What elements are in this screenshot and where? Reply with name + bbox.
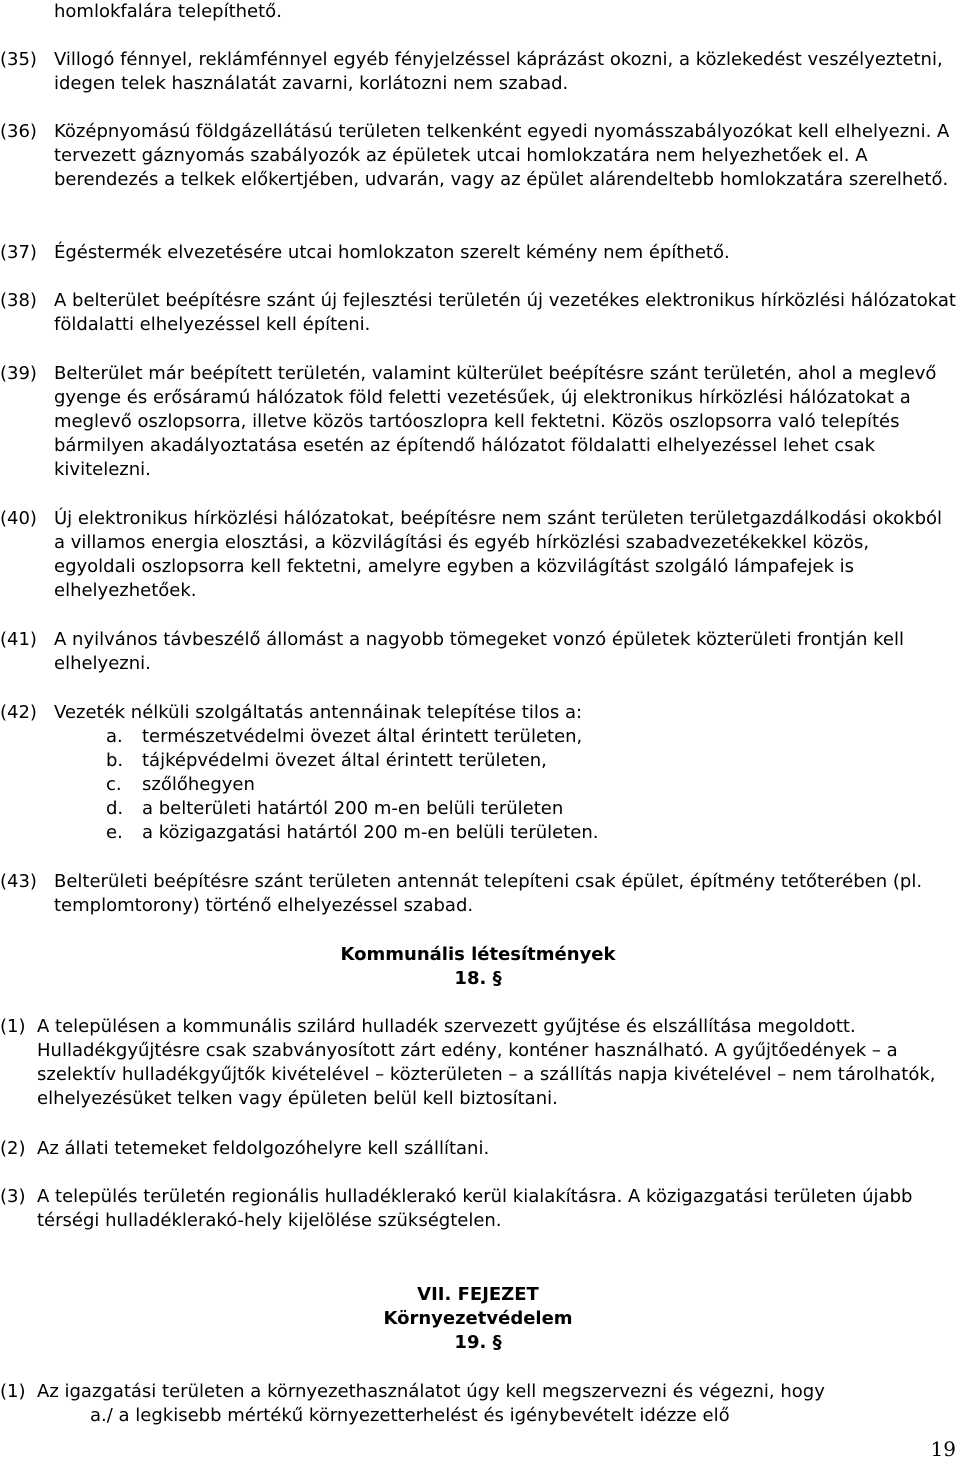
paragraph-number: (39): [0, 363, 37, 384]
paragraph-40: [0, 507, 956, 603]
paragraph-number: (42): [0, 702, 37, 723]
paragraph-18-2: [0, 1137, 956, 1161]
paragraph-text: Új elektronikus hírközlési hálózatokat, beépítésre nem szánt területen területgazdálkodási okokból a villamos energia elosztási, a közvilágítási és egyéb hírközlési szabadvezetékekkel közös, egyoldali oszlopsorra kell fektetni, amelyre egyben a közvilágítást szolgáló lámpafejek is elhelyezhetőek.: [54, 508, 943, 601]
section-title: Kommunális létesítmények: [340, 944, 616, 965]
list-item: [106, 749, 599, 773]
paragraph-text: A belterület beépítésre szánt új fejlesztési területén új vezetékes elektronikus hírközlési hálózatokat földalatti elhelyezéssel kell építeni.: [54, 290, 956, 335]
list-item: [106, 821, 599, 845]
list-item-text: szőlőhegyen: [142, 774, 255, 795]
paragraph-18-3: [0, 1185, 956, 1233]
paragraph-number: (41): [0, 629, 37, 650]
paragraph-39: [0, 362, 956, 482]
paragraph-38: [0, 289, 956, 337]
list-item-text: tájképvédelmi övezet által érintett területen,: [142, 750, 547, 771]
section-number: 19. §: [454, 1332, 502, 1353]
paragraph-number: (1): [0, 1016, 26, 1037]
page-number: 19: [930, 1437, 956, 1461]
list-item-label: c.: [106, 774, 122, 795]
paragraph-number: (1): [0, 1381, 26, 1402]
section-number: 18. §: [454, 968, 502, 989]
paragraph-number: (37): [0, 242, 37, 263]
paragraph-text: Vezeték nélküli szolgáltatás antennáinak telepítése tilos a:: [54, 702, 583, 723]
list-item-label: b.: [106, 750, 124, 771]
paragraph-number: (35): [0, 49, 37, 70]
paragraph-43: [0, 870, 956, 918]
paragraph-35: [0, 48, 956, 96]
paragraph-41: [0, 628, 956, 676]
list-item-label: d.: [106, 798, 124, 819]
paragraph-text: A nyilvános távbeszélő állomást a nagyobb tömegeket vonzó épületek közterületi frontján kell elhelyezni.: [54, 629, 905, 674]
paragraph-number: (36): [0, 121, 37, 142]
paragraph-text: Középnyomású földgázellátású területen telkenként egyedi nyomásszabályozókat kell elhelyezni. A tervezett gáznyomás szabályozók az épületek utcai homlokzatára nem helyezhetőek el. A berendezés a telkek előkertjében, udvarán, vagy az épület alárendeltebb homlokzatára szerelhető.: [54, 121, 950, 190]
paragraph-number: (43): [0, 871, 37, 892]
list-item-text: a közigazgatási határtól 200 m-en belüli területen.: [142, 822, 599, 843]
list-item-label: a.: [106, 726, 123, 747]
list-item: [106, 773, 599, 797]
chapter-label: VII. FEJEZET: [417, 1284, 539, 1305]
list-item: [106, 797, 599, 821]
paragraph-text: Villogó fénnyel, reklámfénnyel egyéb fényjelzéssel káprázást okozni, a közlekedést veszélyeztetni, idegen telek használatát zavarni, korlátozni nem szabad.: [54, 49, 943, 94]
paragraph-text: Az állati tetemeket feldolgozóhelyre kell szállítani.: [37, 1138, 490, 1159]
list-42: [106, 725, 599, 845]
paragraph-number: (40): [0, 508, 37, 529]
paragraph-19-1: [0, 1380, 956, 1404]
chapter-title: Környezetvédelem: [383, 1308, 573, 1329]
paragraph-18-1: [0, 1015, 956, 1111]
paragraph-42: [0, 701, 956, 725]
list-item-label: e.: [106, 822, 123, 843]
paragraph-text: A település területén regionális hulladéklerakó kerül kialakításra. A közigazgatási területen újabb térségi hulladéklerakó-hely kijelölése szükségtelen.: [37, 1186, 913, 1231]
paragraph-number: (3): [0, 1186, 26, 1207]
paragraph-text: Égéstermék elvezetésére utcai homlokzaton szerelt kémény nem építhető.: [54, 242, 730, 263]
sub-item-a: a./ a legkisebb mértékű környezetterhelést és igénybevételt idézze elő: [90, 1405, 730, 1426]
list-item: [106, 725, 599, 749]
list-item-text: természetvédelmi övezet által érintett területen,: [142, 726, 583, 747]
paragraph-text: Belterületi beépítésre szánt területen antennát telepíteni csak épület, építmény tetőterében (pl. templomtorony) történő elhelyezéssel szabad.: [54, 871, 923, 916]
list-item-text: a belterületi határtól 200 m-en belüli területen: [142, 798, 564, 819]
continued-line: homlokfalára telepíthető.: [54, 1, 282, 22]
paragraph-37: [0, 241, 956, 265]
paragraph-text: Belterület már beépített területén, valamint külterület beépítésre szánt területén, ahol a meglevő gyenge és erősáramú hálózatok föld feletti vezetésűek, új elektronikus hírközlési hálózatokat a meglevő oszlopsorra, illetve közös tartóoszlopra kell fektetni. Közös oszlopsorra való telepítés bármilyen akadályoztatása esetén az építendő hálózatot földalatti elhelyezéssel lehet csak kivitelezni.: [54, 363, 937, 480]
paragraph-number: (2): [0, 1138, 26, 1159]
paragraph-text: Az igazgatási területen a környezethasználatot úgy kell megszervezni és végezni, hogy: [37, 1381, 825, 1402]
paragraph-text: A településen a kommunális szilárd hulladék szervezett gyűjtése és elszállítása megoldott. Hulladékgyűjtésre csak szabványosított zárt edény, konténer használható. A gyűjtőedények – a szelektív hulladékgyűjtők kivételével – közterületen – a szállítás napja kivételével – nem tárolhatók, elhelyezésüket telken vagy épületen belül kell biztosítani.: [37, 1016, 936, 1109]
paragraph-number: (38): [0, 290, 37, 311]
paragraph-36: [0, 120, 956, 192]
